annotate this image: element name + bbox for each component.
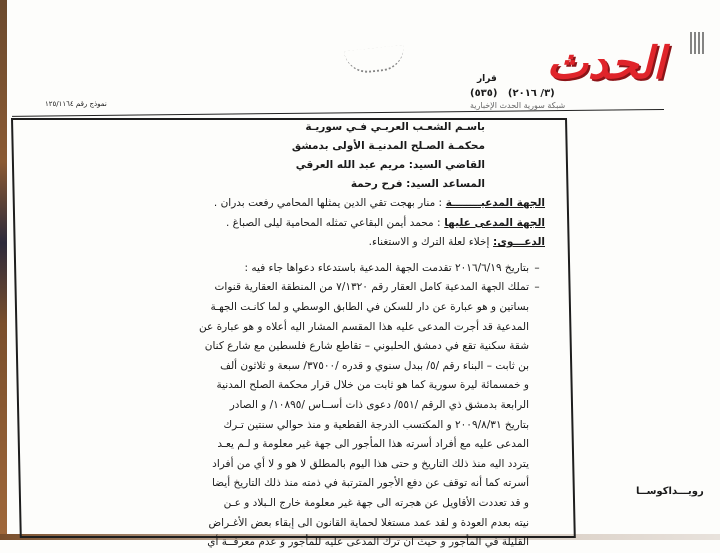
paragraph-2-line: شقة سكنية تقع في دمشق الحلبوني – تقاطع شارع فلسطين مع شارع كنان — [204, 340, 529, 353]
header-line-4: المساعد السيد: فرح رحمة — [350, 178, 485, 190]
paragraph-2-line: بتاريخ ٢٠٠٩/٨/٣١ و المكتسب الدرجة القطعية و منذ حوالي سنتين تـرك — [223, 418, 529, 431]
paragraph-2-line: المدعية قد أجرت المدعى عليه هذا المقسم المشار اليه أعلاه و هو عبارة عن — [198, 320, 529, 333]
defendant-row — [55, 214, 545, 234]
plaintiff-value: : منار بهجت تقي الدين يمثلها المحامي رفعت بدران . — [213, 197, 443, 209]
network-line: شبكة سورية الحدث الإخبارية — [470, 101, 566, 110]
claim-value: إخلاء لعلة الترك و الاستغناء. — [368, 236, 490, 249]
paragraph-1-text: بتاريخ ٢٠١٦/٦/١٩ تقدمت الجهة المدعية باستدعاء دعواها جاء فيه : — [244, 261, 529, 274]
paragraph-2-line-0: –تملك الجهة المدعية كامل العقار رقم ٧/١٣٢٠ من المنطقة العقارية قنوات — [214, 281, 540, 294]
header-line-1: باسـم الشعـب العربـي فـي سوريـة — [305, 121, 485, 133]
court-header — [55, 118, 545, 194]
paragraph-2-line: يتردد اليه منذ ذلك التاريخ و حتى هذا اليوم بالمطلق لا هو و لا أي من أفراد — [212, 457, 529, 470]
logo-text: الحدث — [546, 38, 665, 89]
defendant-label: الجهة المدعى عليها — [444, 216, 545, 229]
alhadath-logo — [500, 38, 665, 93]
paragraph-2-line: و قد تعددت الأقاويل عن هجرته الى جهة غير معلومة خارج الـبلاد و عـن — [223, 496, 529, 509]
paragraph-2-line: المدعى عليه مع أفراد أسرته هذا المأجور الى جهة غير معلومة و لـم يعـد — [217, 438, 529, 451]
plaintiff-row — [55, 194, 545, 214]
claim-row — [55, 233, 545, 253]
case-number-left: (٥٣٥) — [470, 88, 498, 99]
paragraph-2-line: و خمسمائة ليرة سورية كما هو ثابت من خلال قرار محكمة الصلح المدنية — [216, 379, 529, 392]
scan-edge — [0, 0, 7, 540]
paragraph-2-line: بساتين و هو عبارة عن دار للسكن في الطابق الوسطي و لما كانـت الجهـة — [210, 300, 529, 313]
header-line-3: القاضي السيد: مريم عبد الله العرقي — [295, 159, 485, 171]
paragraph-1: –بتاريخ ٢٠١٦/٦/١٩ تقدمت الجهة المدعية باستدعاء دعواها جاء فيه : — [244, 261, 540, 274]
paragraph-2-line: القليلة في المأجور و حيث ان ترك المدعى عليه للمأجور و عدم معرفــة أي — [207, 536, 529, 549]
form-number: نموذج رقم ١٢٥/١١٦٤ — [45, 100, 107, 108]
claim-label: الدعـــوى: — [493, 236, 545, 249]
header-divider — [12, 109, 664, 117]
corner-mark — [690, 32, 706, 54]
paragraph-2-line: الرابعة بدمشق ذي الرقم /٥٥١/ دعوى ذات أســاس /١٠٨٩٥/ و الصادر — [229, 398, 529, 411]
case-number-right: (٣/ ٢٠١٦) — [507, 88, 555, 99]
paragraph-2-text: تملك الجهة المدعية كامل العقار رقم ٧/١٣٢٠ من المنطقة العقارية قنوات — [214, 281, 529, 294]
document-content — [55, 118, 545, 553]
plaintiff-label: الجهة المدعيــــــــة — [445, 197, 545, 209]
side-signature: رويـــداكوســا — [636, 486, 704, 497]
paragraph-2-line: نيته بعدم العودة و لقد عمد مستغلا لحماية القانون الى إبقاء بعض الأغـراض — [208, 516, 529, 529]
decision-label: قرار — [477, 74, 497, 84]
header-line-2: محكمـة الصـلح المدنيـة الأولى بدمشق — [291, 140, 485, 152]
paragraph-2-line: بن ثابت – البناء رقم /٥/ ببدل سنوي و قدره /٣٧٥٠٠/ سبعة و ثلاثون ألف — [220, 359, 529, 372]
emblem-stamp — [344, 45, 406, 75]
defendant-value: : محمد أيمن البقاعي تمثله المحامية ليلى الصباغ . — [225, 216, 441, 229]
paragraph-2-line: أسرته كما أنه توقف عن دفع الأجور المترتبة في ذمته منذ ذلك التاريخ أيضا — [211, 477, 529, 490]
